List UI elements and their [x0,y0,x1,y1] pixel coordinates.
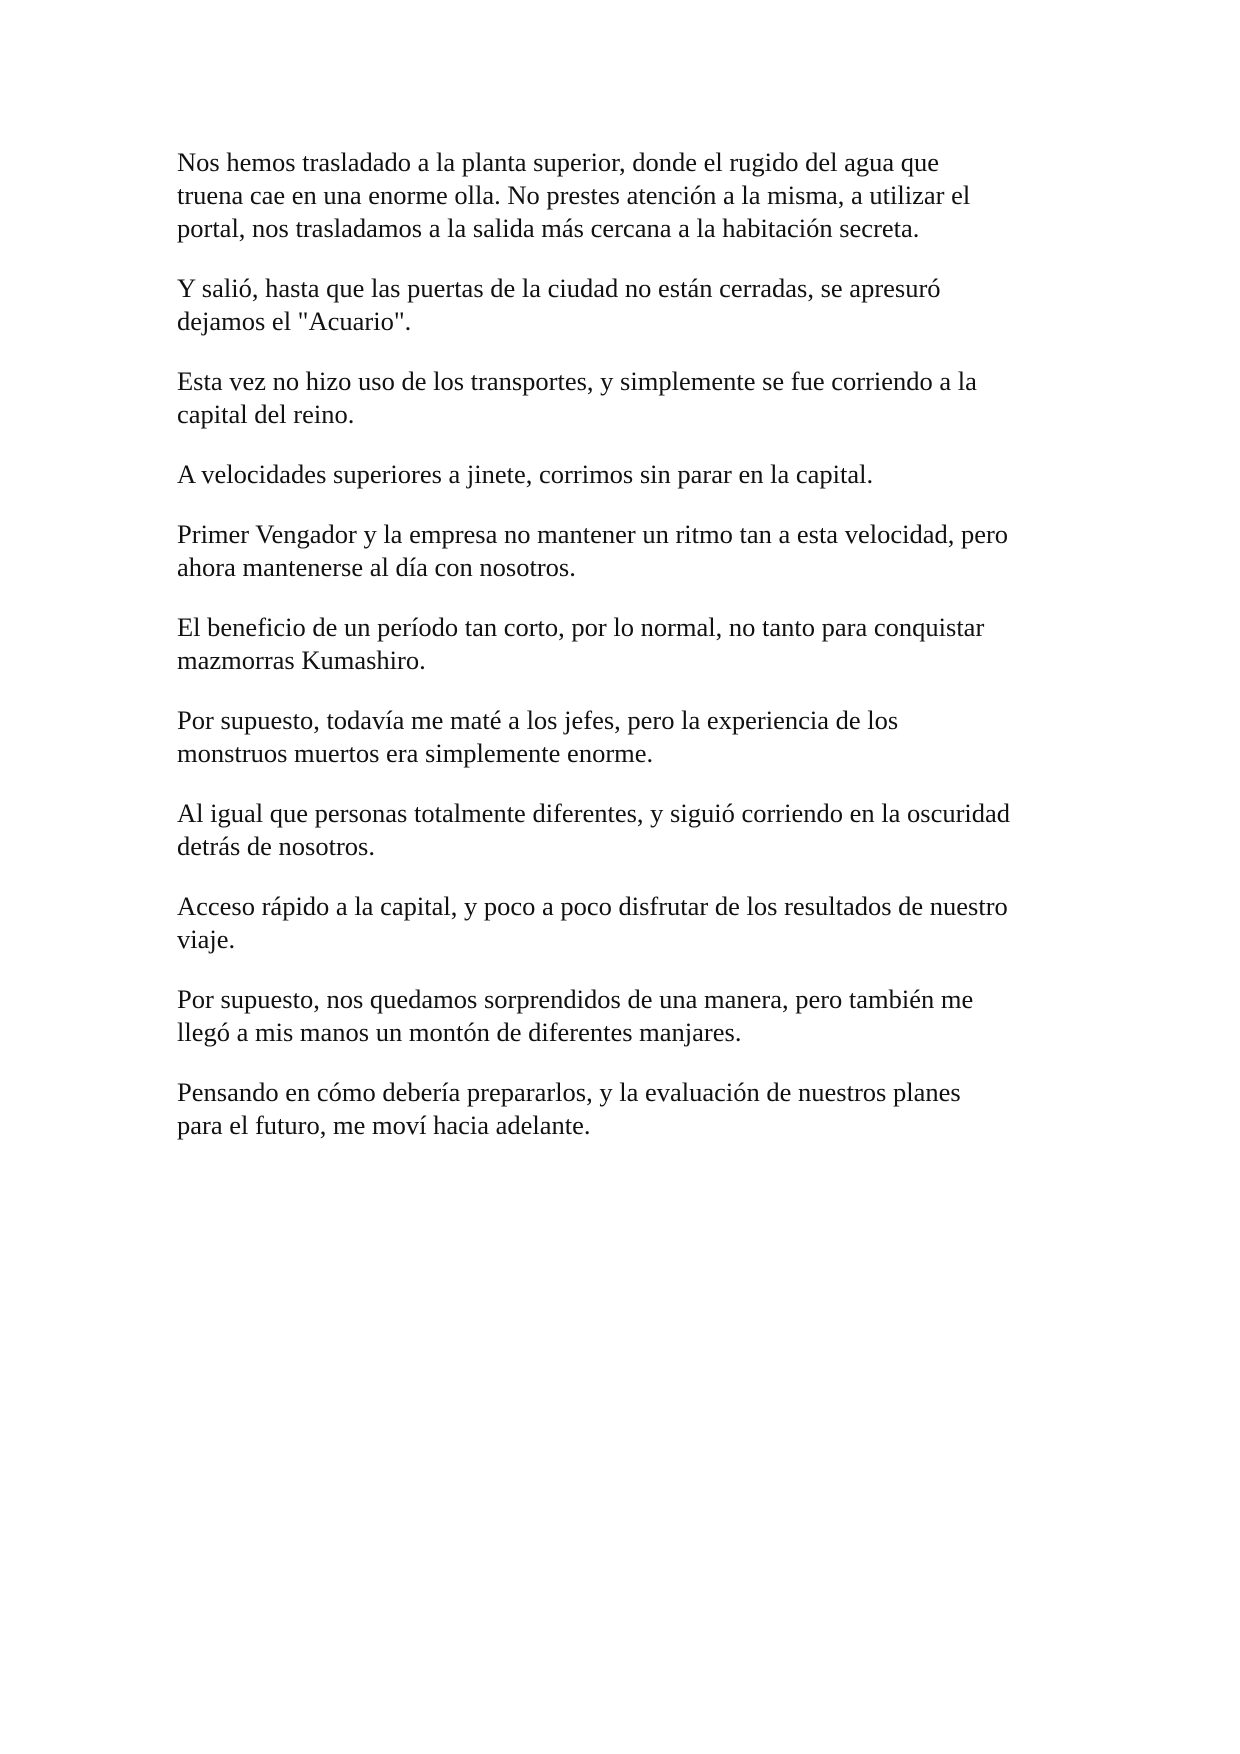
paragraph-8: Al igual que personas totalmente diferentes, y siguió corriendo en la oscuridad detrás de nosotros. [177,798,1011,861]
paragraph-7: Por supuesto, todavía me maté a los jefes, pero la experiencia de los monstruos muertos era simplemente enorme. [177,705,899,768]
paragraph-2: Y salió, hasta que las puertas de la ciudad no están cerradas, se apresuró dejamos el "Acuario". [177,273,941,336]
paragraph-3: Esta vez no hizo uso de los transportes, y simplemente se fue corriendo a la capital del reino. [177,366,977,429]
paragraph-10: Por supuesto, nos quedamos sorprendidos de una manera, pero también me llegó a mis manos un montón de diferentes manjares. [177,984,974,1047]
paragraph-11: Pensando en cómo debería prepararlos, y la evaluación de nuestros planes para el futuro, me moví hacia adelante. [177,1077,961,1140]
paragraph-6: El beneficio de un período tan corto, por lo normal, no tanto para conquistar mazmorras Kumashiro. [177,612,985,675]
body-text [177,146,1077,1169]
paragraph-9: Acceso rápido a la capital, y poco a poco disfrutar de los resultados de nuestro viaje. [177,891,1008,954]
paragraph-1: Nos hemos trasladado a la planta superior, donde el rugido del agua que truena cae en una enorme olla. No prestes atención a la misma, a utilizar el portal, nos trasladamos a la salida más cercana a la habitación secreta. [177,147,971,243]
paragraph-4: A velocidades superiores a jinete, corrimos sin parar en la capital. [177,459,874,489]
paragraph-5: Primer Vengador y la empresa no mantener un ritmo tan a esta velocidad, pero ahora mantenerse al día con nosotros. [177,519,1009,582]
